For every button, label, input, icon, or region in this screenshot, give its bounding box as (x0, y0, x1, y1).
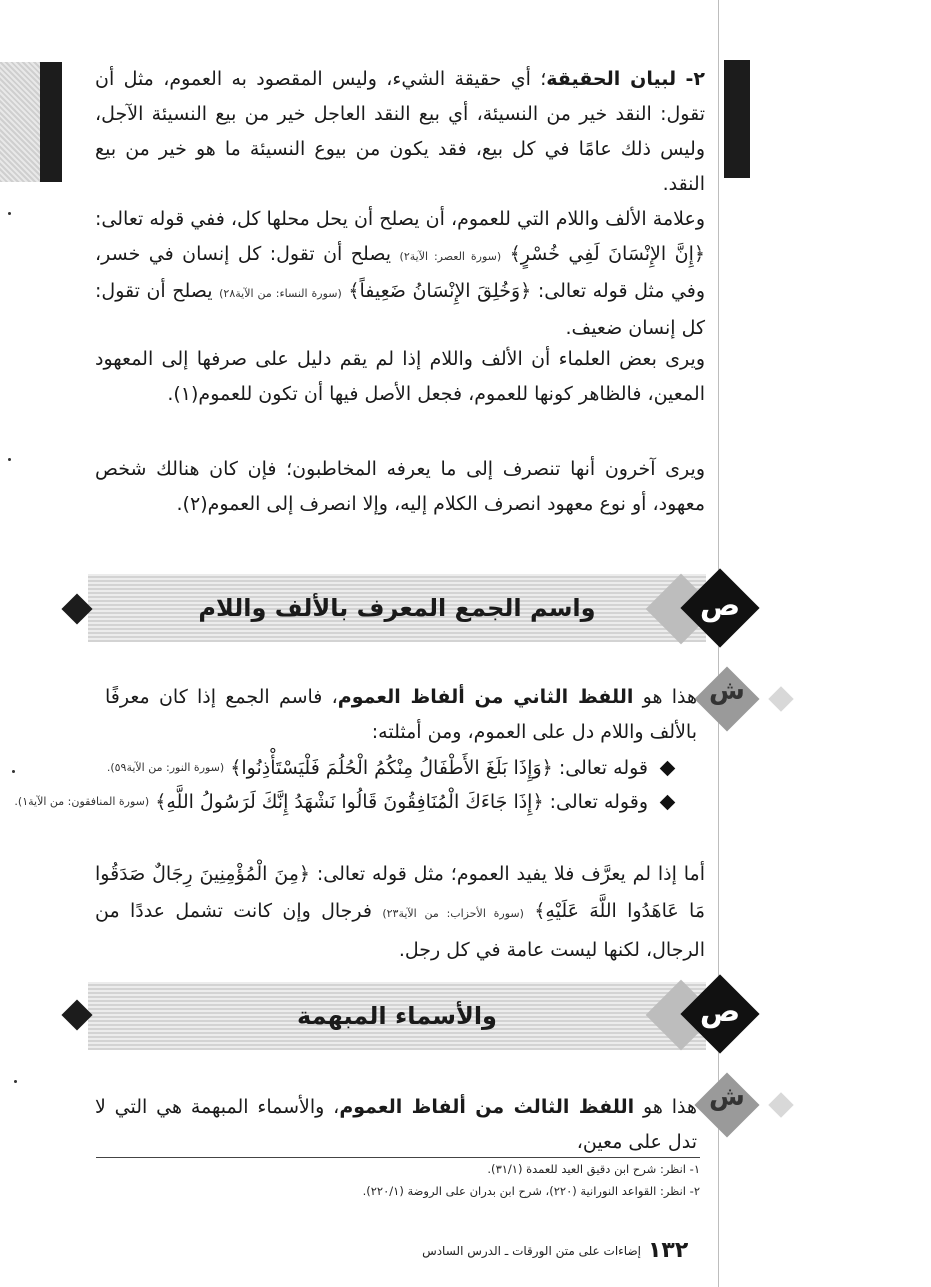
right-edge-bar (724, 60, 750, 178)
sad-marker (650, 566, 760, 656)
ghost-diamond (768, 686, 793, 711)
list-item (107, 752, 673, 784)
paragraph-3: ويرى بعض العلماء أن الألف واللام إذا لم يقم دليل على صرفها إلى المعهود المعين، فالظاهر كونها للعموم، فجعل الأصل فيها أن تكون للعموم(١). (95, 348, 705, 405)
paragraph-7 (95, 1090, 697, 1160)
verse-reference: (سورة النور: من الآية٥٩). (106, 761, 225, 774)
footnote-1: ١- انظر: شرح ابن دقيق العيد للعمدة (٣١/١). (487, 1162, 700, 1176)
bullet-diamond-icon (660, 794, 676, 810)
paragraph-text: يصلح أن تقول: كل إنسان في خسر، وفي مثل قوله تعالى: ﴿وَخُلِقَ الإِنْسَانُ ضَعِيفاً﴾ (95, 243, 705, 302)
paragraph-2 (95, 202, 705, 346)
section-title: واسم الجمع المعرف بالألف واللام (198, 594, 596, 622)
list-item (14, 786, 673, 818)
paragraph-text: وعلامة الألف واللام التي للعموم، أن يصلح أن يحل محلها كل، ففي قوله تعالى: ﴿إِنَّ الإِنْسَانَ لَفِي خُسْرٍ﴾ (95, 208, 705, 265)
margin-dot (12, 770, 15, 773)
bold-term: اللفظ الثالث من ألفاظ العموم (339, 1096, 635, 1118)
sad-letter: ص (699, 994, 741, 1029)
paragraph-4: ويرى آخرون أنها تنصرف إلى ما يعرفه المخاطبون؛ فإن كان هنالك شخص معهود، أو نوع معهود انصرف الكلام إليه، وإلا انصرف إلى العموم(٢). (95, 458, 705, 515)
bold-term: لبيان الحقيقة (546, 68, 677, 90)
ghost-diamond (768, 1092, 793, 1117)
paragraph-text: ، فاسم الجمع إذا كان معرفًا بالألف واللام دل على العموم، ومن أمثلته: (105, 686, 697, 743)
verse-reference: (سورة المنافقون: من الآية١). (14, 795, 150, 808)
footnote-rule (96, 1157, 700, 1158)
paragraph-text: فرجال وإن كانت تشمل عددًا من الرجال، لكنها ليست عامة في كل رجل. (95, 900, 705, 961)
paragraph-text: ، والأسماء المبهمة هي التي لا تدل على معين، (95, 1096, 697, 1153)
paragraph-text: يصلح أن تقول: كل إنسان ضعيف. (95, 280, 705, 339)
paragraph-text: ؛ أي حقيقة الشيء، وليس المقصود به العموم، مثل أن تقول: النقد خير من النسيئة، أي بيع النقد العاجل خير من بيع النسيئة الآجل، وليس ذلك عامًا في كل بيع، فقد يكون من بيوع النسيئة ما هو خير من بيع النقد. (95, 68, 705, 195)
bullet-diamond-icon (660, 760, 676, 776)
paragraph-5 (105, 680, 697, 750)
footnote-2: ٢- انظر: القواعد النورانية (٢٢٠)، شرح ابن بدران على الروضة (٢٢٠/١). (362, 1184, 700, 1198)
shin-marker (688, 1066, 798, 1146)
paragraph-1 (95, 62, 705, 202)
running-title: إضاءات على متن الورقات ـ الدرس السادس (422, 1244, 641, 1258)
sad-letter: ص (699, 588, 741, 623)
section-band (88, 574, 706, 642)
shin-marker (688, 660, 798, 740)
shin-letter: ش (709, 1082, 745, 1112)
paragraph-text: هذا هو (634, 1096, 697, 1118)
section-band (88, 982, 706, 1050)
verse-reference: (سورة الأحزاب: من الآية٢٣) (382, 907, 524, 920)
verse-reference: (سورة العصر: الآية٢) (399, 250, 502, 263)
left-edge-bar (40, 62, 62, 182)
shin-letter: ش (709, 676, 745, 706)
margin-dot (14, 1080, 17, 1083)
item-number: ٢- (685, 68, 705, 90)
paragraph-text: أما إذا لم يعرَّف فلا يفيد العموم؛ مثل قوله تعالى: ﴿مِنَ الْمُؤْمِنِينَ رِجَالٌ صَدَقُوا مَا عَاهَدُوا اللَّهَ عَلَيْهِ﴾ (95, 863, 705, 922)
sad-marker (650, 972, 760, 1062)
paragraph-6 (95, 856, 705, 969)
margin-dot (8, 212, 11, 215)
left-edge-shade (0, 62, 40, 182)
bullet-text: وقوله تعالى: ﴿إِذَا جَاءَكَ الْمُنَافِقُونَ قَالُوا نَشْهَدُ إِنَّكَ لَرَسُولُ اللَّهِ﴾ (155, 791, 648, 813)
page-number: ١٣٢ (648, 1238, 689, 1263)
paragraph-text: هذا هو (633, 686, 697, 708)
section-title: والأسماء المبهمة (297, 1002, 497, 1030)
margin-dot (8, 458, 11, 461)
bullet-text: قوله تعالى: ﴿وَإِذَا بَلَغَ الأَطْفَالُ مِنْكُمُ الْحُلُمَ فَلْيَسْتَأْذِنُوا﴾ (230, 757, 648, 779)
bold-term: اللفظ الثاني من ألفاظ العموم (337, 686, 634, 708)
verse-reference: (سورة النساء: من الآية٢٨) (219, 287, 342, 300)
